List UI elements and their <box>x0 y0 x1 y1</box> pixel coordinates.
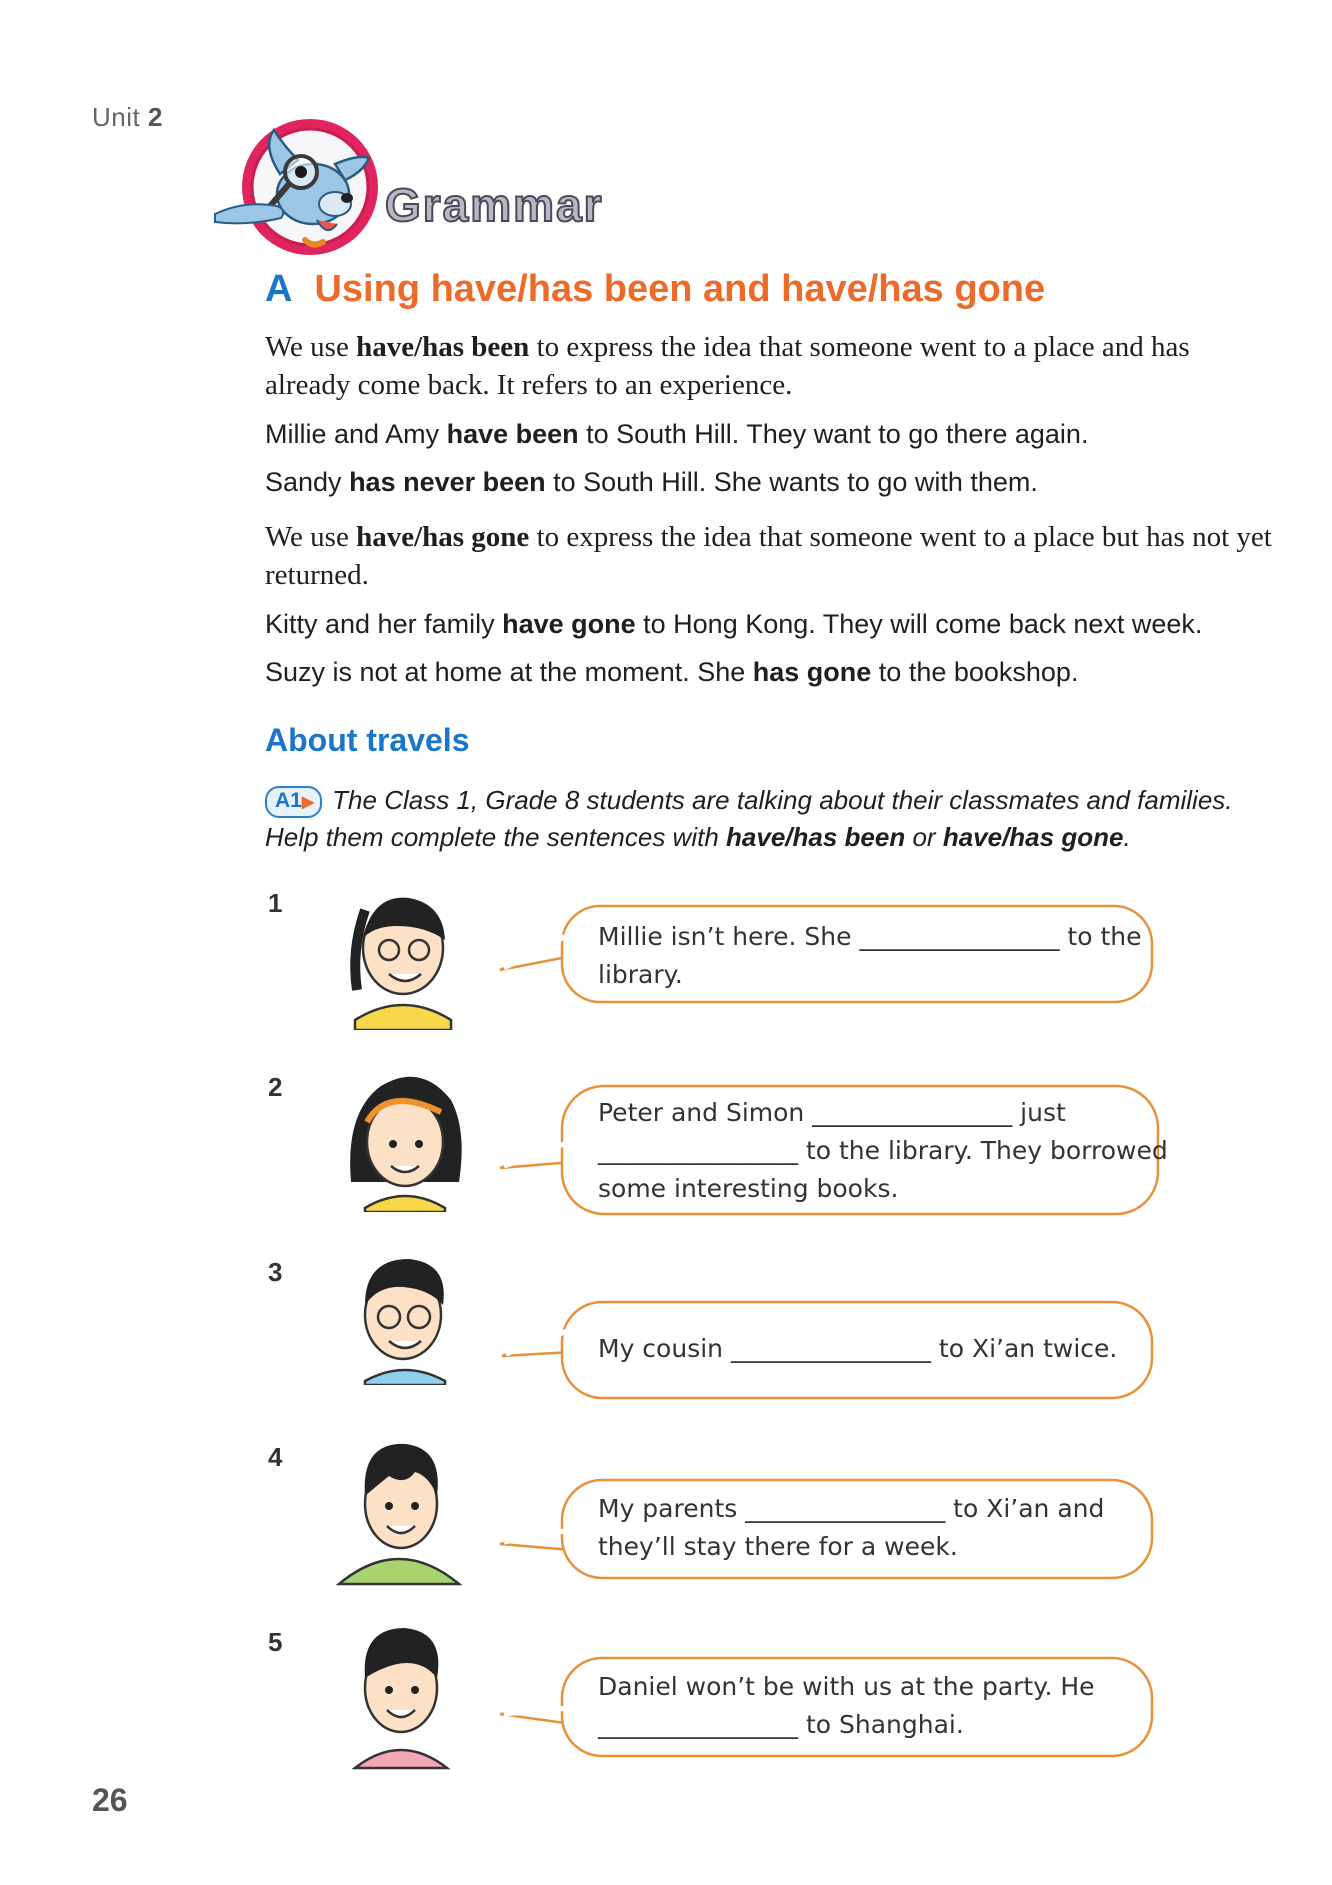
section-letter: A <box>265 268 293 310</box>
exercise-instructions: A1▶ The Class 1, Grade 8 students are talking about their classmates and families. Help them complete the sentences with have/has been or have/has gone. <box>265 785 1233 852</box>
exercise-tag: A1▶ <box>265 786 322 818</box>
grammar-badge-dog-icon <box>205 112 395 262</box>
speech-text: Millie isn’t here. She ________________ to the library. <box>598 922 1142 989</box>
girl-glasses-ponytail-avatar <box>325 880 465 1030</box>
boy-glasses-avatar <box>335 1245 465 1385</box>
example-sentence: Kitty and her family have gone to Hong Kong. They will come back next week. <box>265 609 1203 639</box>
boy-avatar <box>335 1428 465 1588</box>
item-number: 1 <box>268 888 283 918</box>
speech-text: My parents ________________ to Xi’an and they’ll stay there for a week. <box>598 1494 1105 1561</box>
grammar-title: Grammar <box>385 179 604 231</box>
section-a-heading <box>265 268 1045 311</box>
speech-text: My cousin ________________ to Xi’an twice. <box>598 1334 1118 1363</box>
boy-smiling-avatar <box>335 1612 465 1772</box>
item-number: 5 <box>268 1627 283 1657</box>
unit-label <box>92 102 163 133</box>
item-number: 4 <box>268 1442 283 1472</box>
example-sentence: Millie and Amy have been to South Hill. They want to go there again. <box>265 419 1089 449</box>
speech-text: Peter and Simon ________________ just ________________ to the library. They borrowed some interesting books. <box>598 1098 1168 1203</box>
unit-number: 2 <box>147 102 163 132</box>
section-title: Using have/has been and have/has gone <box>314 268 1046 310</box>
example-sentence: Sandy has never been to South Hill. She wants to go with them. <box>265 467 1038 497</box>
unit-text: Unit <box>92 102 141 132</box>
example-sentence: Suzy is not at home at the moment. She has gone to the bookshop. <box>265 657 1079 687</box>
speech-text: Daniel won’t be with us at the party. He ________________ to Shanghai. <box>598 1672 1095 1739</box>
page-number: 26 <box>92 1782 128 1818</box>
play-arrow-icon: ▶ <box>301 794 315 811</box>
item-number: 2 <box>268 1072 283 1102</box>
rule-paragraph-gone: We use have/has gone to express the idea that someone went to a place but has not yet returned. <box>265 521 1272 591</box>
about-travels-heading: About travels <box>265 722 470 758</box>
rule-paragraph-been: We use have/has been to express the idea that someone went to a place and has already come back. It refers to an experience. <box>265 331 1190 401</box>
item-number: 3 <box>268 1257 283 1287</box>
girl-headband-avatar <box>325 1062 465 1212</box>
